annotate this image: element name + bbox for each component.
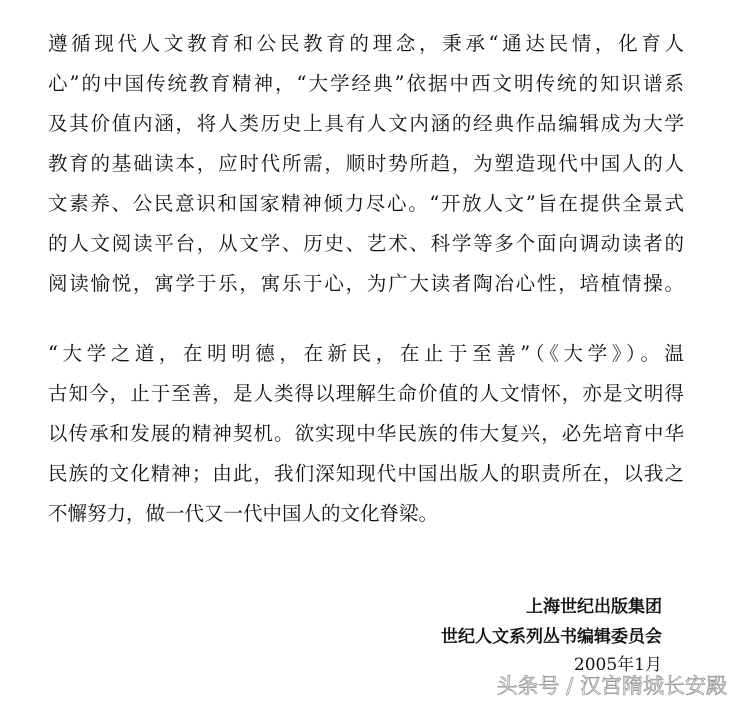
text-line: 古知今，止于至善，是人类得以理解生命价值的人文情怀，亦是文明得 (48, 382, 684, 405)
signature-committee: 世纪人文系列丛书编辑委员会 (441, 627, 662, 647)
signature-date: 2005年1月 (573, 655, 662, 675)
paragraph-intro (48, 24, 684, 304)
text-line: 阅读愉悦，寓学于乐，寓乐于心，为广大读者陶冶心性，培植情操。 (48, 272, 684, 295)
watermark: 头条号 / 汉宫隋城长安殿 (496, 674, 727, 698)
text-line: 不懈努力，做一代又一代中国人的文化脊梁。 (48, 502, 439, 525)
text-line: “大学之道，在明明德，在新民，在止于至善”（《大学》）。温 (48, 342, 684, 365)
text-line: 文素养、公民意识和国家精神倾力尽心。“开放人文”旨在提供全景式 (48, 192, 684, 215)
text-line: 民族的文化精神；由此，我们深知现代中国出版人的职责所在，以我之 (48, 462, 684, 485)
text-line: 以传承和发展的精神契机。欲实现中华民族的伟大复兴，必先培育中华 (48, 422, 684, 445)
paragraph-mission (48, 334, 684, 534)
text-line: 心”的中国传统教育精神，“大学经典”依据中西文明传统的知识谱系 (48, 72, 684, 95)
text-line: 教育的基础读本，应时代所需，顺时势所趋，为塑造现代中国人的人 (48, 152, 684, 175)
text-line: 遵循现代人文教育和公民教育的理念，秉承“通达民情，化育人 (48, 32, 684, 55)
text-line: 的人文阅读平台，从文学、历史、艺术、科学等多个面向调动读者的 (48, 232, 684, 255)
text-line: 及其价值内涵，将人类历史上具有人文内涵的经典作品编辑成为大学 (48, 112, 684, 135)
signature-publisher: 上海世纪出版集团 (526, 597, 662, 617)
